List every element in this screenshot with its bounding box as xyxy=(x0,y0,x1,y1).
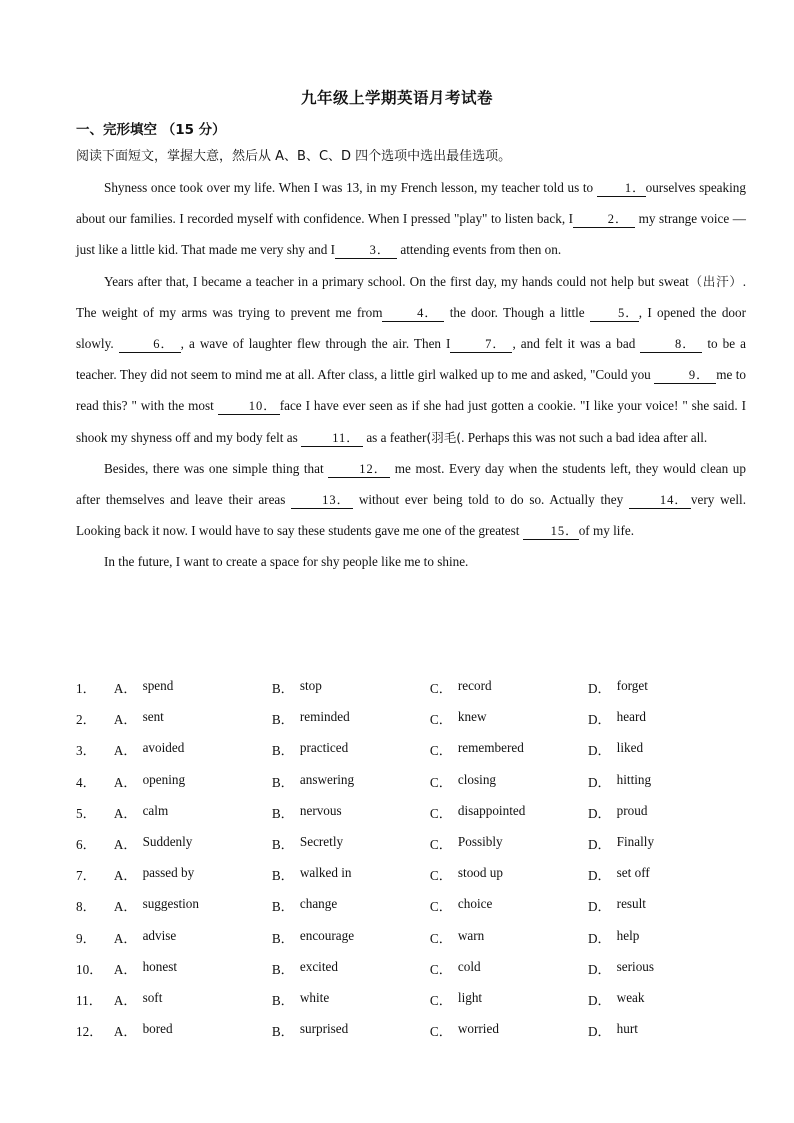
paragraph-2 xyxy=(76,266,746,453)
question-number: 11． xyxy=(76,992,102,1008)
question-number: 7． xyxy=(76,868,96,884)
option-d[interactable] xyxy=(588,959,746,978)
option-letter: D． xyxy=(587,868,611,884)
option-text: surprised xyxy=(299,1021,349,1037)
option-letter: C． xyxy=(429,868,452,884)
blank-7: 7． xyxy=(450,336,512,353)
question-row xyxy=(76,734,746,765)
option-letter: A． xyxy=(113,837,137,853)
option-letter: D． xyxy=(587,774,611,790)
paragraph-1 xyxy=(76,172,746,266)
option-a[interactable] xyxy=(114,803,272,822)
option-text: knew xyxy=(457,709,487,725)
option-letter: C． xyxy=(429,930,452,946)
option-letter: C． xyxy=(429,899,452,915)
option-text: opening xyxy=(142,771,186,787)
option-text: passed by xyxy=(142,865,195,881)
option-b[interactable] xyxy=(272,834,430,853)
option-b[interactable] xyxy=(272,803,430,822)
passage-text: . Perhaps this was not such a bad idea after all. xyxy=(461,429,708,445)
option-c[interactable] xyxy=(430,1021,588,1040)
option-letter: B． xyxy=(271,805,294,821)
option-letter: A． xyxy=(113,681,137,697)
option-letter: B． xyxy=(271,868,294,884)
passage-text: Besides, there was one simple thing that xyxy=(104,460,329,476)
question-row xyxy=(76,797,746,828)
option-text: set off xyxy=(616,865,650,881)
blank-15: 15． xyxy=(523,523,579,540)
option-letter: A． xyxy=(113,930,137,946)
passage-text: very well. Looking back it now. I would have to say these students gave me one of the greatest xyxy=(76,492,747,539)
option-letter: A． xyxy=(113,868,137,884)
passage-text: attending events from then on. xyxy=(397,242,562,258)
option-text: avoided xyxy=(142,740,185,756)
option-text: remembered xyxy=(457,740,524,756)
option-letter: B． xyxy=(271,899,294,915)
question-row xyxy=(76,859,746,890)
blank-11: 11． xyxy=(301,430,363,447)
option-letter: D． xyxy=(587,899,611,915)
passage-text: Shyness once took over my life. When I was 13, in my French lesson, my teacher told us to xyxy=(104,180,597,195)
option-text: result xyxy=(616,896,646,912)
option-text: weak xyxy=(616,989,645,1005)
option-text: stood up xyxy=(457,865,503,881)
option-text: spend xyxy=(142,678,174,694)
option-text: forget xyxy=(616,678,648,694)
option-d[interactable] xyxy=(588,678,746,697)
blank-3: 3． xyxy=(335,242,397,259)
passage-text: me most. Every day when the students left, they would clean up after themselves and leave their areas xyxy=(76,460,746,508)
page-title: 九年级上学期英语月考试卷 xyxy=(300,89,493,107)
option-text: honest xyxy=(142,958,178,974)
option-text: change xyxy=(299,896,338,912)
option-text: Suddenly xyxy=(142,834,193,850)
paragraph-3 xyxy=(76,453,746,547)
answer-options xyxy=(76,672,746,1046)
option-d[interactable] xyxy=(588,803,746,822)
option-a[interactable] xyxy=(114,740,272,759)
option-letter: A． xyxy=(113,712,137,728)
blank-4: 4． xyxy=(382,305,444,322)
passage-text: my strange voice — just like a little kid. That made me very shy and I xyxy=(76,211,746,258)
option-a[interactable] xyxy=(114,772,272,791)
option-text: record xyxy=(457,678,492,694)
option-letter: D． xyxy=(587,930,611,946)
option-a[interactable] xyxy=(114,709,272,728)
question-number: 9． xyxy=(76,930,96,946)
option-letter: D． xyxy=(587,1024,611,1040)
section-heading: 一、完形填空 （15 分） xyxy=(76,122,226,138)
option-letter: C． xyxy=(429,1024,452,1040)
option-b[interactable] xyxy=(272,1021,430,1040)
option-text: serious xyxy=(616,958,655,974)
option-text: hurt xyxy=(616,1021,638,1037)
option-text: Possibly xyxy=(457,834,503,850)
passage-text: (羽毛( xyxy=(426,429,462,445)
option-d[interactable] xyxy=(588,896,746,915)
option-letter: B． xyxy=(271,681,294,697)
passage-text: ourselves speaking about our families. I recorded myself with confidence. When I pressed "play" to listen back, I xyxy=(76,180,746,227)
question-row xyxy=(76,703,746,734)
passage-text: without ever being told to do so. Actually they xyxy=(353,492,629,508)
option-d[interactable] xyxy=(588,772,746,791)
option-letter: A． xyxy=(113,961,137,977)
option-a[interactable] xyxy=(114,896,272,915)
option-d[interactable] xyxy=(588,928,746,947)
question-row xyxy=(76,922,746,953)
option-c[interactable] xyxy=(430,740,588,759)
option-text: stop xyxy=(299,678,322,694)
option-a[interactable] xyxy=(114,959,272,978)
option-b[interactable] xyxy=(272,959,430,978)
option-letter: B． xyxy=(271,774,294,790)
blank-5: 5． xyxy=(590,305,639,322)
option-text: nervous xyxy=(299,802,342,818)
option-text: help xyxy=(616,927,640,943)
passage-text: the door. Though a little xyxy=(444,304,590,320)
option-letter: D． xyxy=(587,743,611,759)
question-number: 1． xyxy=(76,681,96,697)
passage-text: , and felt it was a bad xyxy=(512,336,641,352)
option-letter: A． xyxy=(113,899,137,915)
passage-text: （出汗） xyxy=(688,273,743,289)
option-text: proud xyxy=(616,802,648,818)
passage-text: to be a teacher. They did not seem to mind me at all. After class, a little girl walked up to me and asked, "Could you xyxy=(76,336,746,383)
paragraph-4: In the future, I want to create a space for shy people like me to shine. xyxy=(104,554,469,570)
option-letter: C． xyxy=(429,837,452,853)
blank-10: 10． xyxy=(218,398,280,415)
option-letter: A． xyxy=(113,743,137,759)
section-instruction: 阅读下面短文，掌握大意，然后从 A、B、C、D 四个选项中选出最佳选项。 xyxy=(76,149,512,164)
option-a[interactable] xyxy=(114,834,272,853)
option-a[interactable] xyxy=(114,678,272,697)
option-d[interactable] xyxy=(588,834,746,853)
option-text: soft xyxy=(142,989,163,1005)
question-number: 2． xyxy=(76,712,96,728)
option-letter: B． xyxy=(271,743,294,759)
option-text: reminded xyxy=(299,709,350,725)
option-letter: D． xyxy=(587,992,611,1008)
passage-text: as a feather xyxy=(363,429,427,445)
option-b[interactable] xyxy=(272,772,430,791)
option-letter: C． xyxy=(429,712,452,728)
passage-text: , a wave of laughter flew through the air. Then I xyxy=(180,336,451,352)
option-d[interactable] xyxy=(588,1021,746,1040)
option-a[interactable] xyxy=(114,928,272,947)
option-letter: B． xyxy=(271,1024,294,1040)
option-a[interactable] xyxy=(114,990,272,1009)
option-letter: C． xyxy=(429,743,452,759)
option-c[interactable] xyxy=(430,709,588,728)
passage-text: Years after that, I became a teacher in a primary school. On the first day, my hands could not help but sweat xyxy=(104,273,689,289)
question-row xyxy=(76,766,746,797)
option-text: cold xyxy=(457,958,481,974)
question-row xyxy=(76,672,746,703)
option-d[interactable] xyxy=(588,740,746,759)
option-text: liked xyxy=(616,740,644,756)
blank-6: 6． xyxy=(119,336,181,353)
option-text: encourage xyxy=(299,927,355,943)
option-b[interactable] xyxy=(272,678,430,697)
option-letter: D． xyxy=(587,837,611,853)
question-number: 8． xyxy=(76,899,96,915)
blank-2: 2． xyxy=(573,211,635,228)
passage-text: me to read this? " with the most xyxy=(76,367,746,414)
option-d[interactable] xyxy=(588,709,746,728)
option-text: calm xyxy=(142,802,169,818)
option-text: bored xyxy=(142,1021,173,1037)
option-text: choice xyxy=(457,896,493,912)
option-text: closing xyxy=(457,771,497,787)
option-text: warn xyxy=(457,927,485,943)
passage-text: , I opened the door slowly. xyxy=(76,304,747,352)
option-letter: C． xyxy=(429,961,452,977)
option-letter: D． xyxy=(587,805,611,821)
passage-text: of my life. xyxy=(578,523,634,539)
option-b[interactable] xyxy=(272,709,430,728)
option-b[interactable] xyxy=(272,990,430,1009)
blank-12: 12． xyxy=(328,461,390,478)
question-row xyxy=(76,890,746,921)
option-c[interactable] xyxy=(430,959,588,978)
option-text: advise xyxy=(142,927,177,943)
blank-9: 9． xyxy=(654,367,716,384)
option-letter: B． xyxy=(271,712,294,728)
question-number: 6． xyxy=(76,837,96,853)
question-row xyxy=(76,953,746,984)
option-c[interactable] xyxy=(430,803,588,822)
option-letter: D． xyxy=(587,712,611,728)
passage-text: face I have ever seen as if she had just gotten a cookie. "I like your voice! " she said. I shook my shyness off and my body felt as xyxy=(76,398,746,445)
option-letter: B． xyxy=(271,961,294,977)
option-b[interactable] xyxy=(272,896,430,915)
option-b[interactable] xyxy=(272,928,430,947)
option-d[interactable] xyxy=(588,990,746,1009)
option-text: worried xyxy=(457,1021,499,1037)
option-text: excited xyxy=(299,958,338,974)
blank-13: 13． xyxy=(291,492,353,509)
option-letter: A． xyxy=(113,805,137,821)
question-row xyxy=(76,984,746,1015)
option-c[interactable] xyxy=(430,772,588,791)
passage-text: . The weight of my arms was trying to prevent me from xyxy=(76,273,746,320)
blank-8: 8． xyxy=(640,336,702,353)
option-text: practiced xyxy=(299,740,349,756)
option-text: walked in xyxy=(299,865,352,881)
question-number: 10． xyxy=(76,961,103,977)
question-number: 5． xyxy=(76,805,96,821)
option-a[interactable] xyxy=(114,865,272,884)
option-text: hitting xyxy=(616,771,652,787)
option-letter: D． xyxy=(587,681,611,697)
option-c[interactable] xyxy=(430,990,588,1009)
option-letter: C． xyxy=(429,805,452,821)
option-text: heard xyxy=(616,709,646,725)
option-b[interactable] xyxy=(272,740,430,759)
question-row xyxy=(76,828,746,859)
option-d[interactable] xyxy=(588,865,746,884)
option-b[interactable] xyxy=(272,865,430,884)
question-number: 4． xyxy=(76,774,96,790)
option-text: answering xyxy=(299,771,355,787)
option-c[interactable] xyxy=(430,865,588,884)
question-number: 12． xyxy=(76,1024,103,1040)
option-text: Finally xyxy=(616,834,655,850)
option-c[interactable] xyxy=(430,928,588,947)
blank-14: 14． xyxy=(629,492,691,509)
option-c[interactable] xyxy=(430,678,588,697)
option-a[interactable] xyxy=(114,1021,272,1040)
option-letter: C． xyxy=(429,774,452,790)
option-letter: C． xyxy=(429,681,452,697)
blank-1: 1． xyxy=(597,180,646,197)
option-text: disappointed xyxy=(457,802,526,818)
option-c[interactable] xyxy=(430,896,588,915)
option-letter: C． xyxy=(429,992,452,1008)
option-text: suggestion xyxy=(142,896,199,912)
option-letter: B． xyxy=(271,930,294,946)
option-c[interactable] xyxy=(430,834,588,853)
cloze-passage xyxy=(76,172,746,578)
question-row xyxy=(76,1015,746,1046)
option-text: Secretly xyxy=(299,834,344,850)
option-letter: B． xyxy=(271,992,294,1008)
option-letter: A． xyxy=(113,992,137,1008)
option-text: light xyxy=(457,989,483,1005)
option-text: white xyxy=(299,989,330,1005)
question-number: 3． xyxy=(76,743,96,759)
option-letter: D． xyxy=(587,961,611,977)
option-letter: A． xyxy=(113,1024,137,1040)
option-letter: A． xyxy=(113,774,137,790)
option-text: sent xyxy=(142,709,164,725)
option-letter: B． xyxy=(271,837,294,853)
